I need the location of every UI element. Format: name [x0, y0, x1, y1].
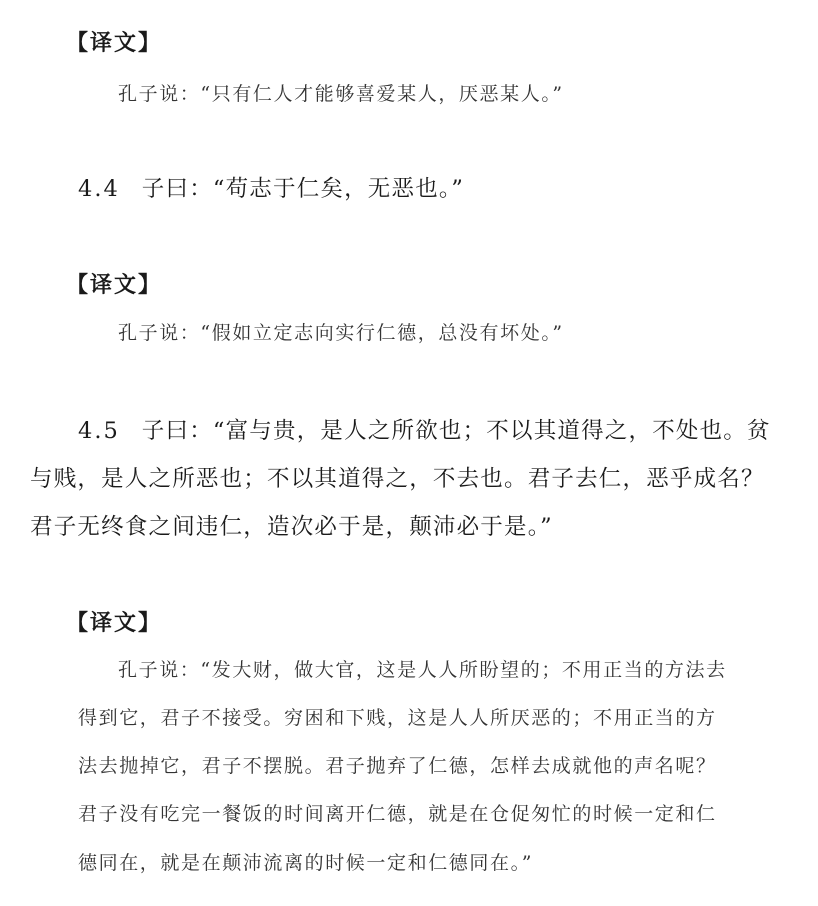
verse-4-4	[78, 171, 464, 203]
verse-line: 君子无终食之间违仁，造次必于是，颠沛必于是。”	[30, 514, 553, 540]
translation-line: 法去抛掉它，君子不摆脱。君子抛弃了仁德，怎样去成就他的声名呢？	[78, 755, 717, 777]
verse-4-5	[78, 413, 771, 445]
verse-number: 4.5	[78, 418, 120, 444]
verse-line: 与贱，是人之所恶也；不以其道得之，不去也。君子去仁，恶乎成名？	[30, 466, 765, 492]
translation-line: 得到它，君子不接受。穷困和下贱，这是人人所厌恶的；不用正当的方	[78, 707, 717, 729]
translation-heading: 【译文】	[66, 273, 163, 298]
translation-heading: 【译文】	[66, 611, 163, 636]
translation-line: 孔子说：“假如立定志向实行仁德，总没有坏处。”	[118, 322, 564, 344]
verse-line: 子曰：“富与贵，是人之所欲也；不以其道得之，不处也。贫	[141, 418, 771, 444]
translation-line: 孔子说：“只有仁人才能够喜爱某人，厌恶某人。”	[118, 83, 564, 105]
translation-line: 孔子说：“发大财，做大官，这是人人所盼望的；不用正当的方法去	[118, 659, 727, 681]
translation-line: 德同在，就是在颠沛流离的时候一定和仁德同在。”	[78, 852, 534, 874]
verse-line: 子曰：“苟志于仁矣，无恶也。”	[141, 176, 465, 202]
translation-heading: 【译文】	[66, 31, 163, 56]
translation-line: 君子没有吃完一餐饭的时间离开仁德，就是在仓促匆忙的时候一定和仁	[78, 803, 717, 825]
verse-number: 4.4	[78, 176, 120, 202]
